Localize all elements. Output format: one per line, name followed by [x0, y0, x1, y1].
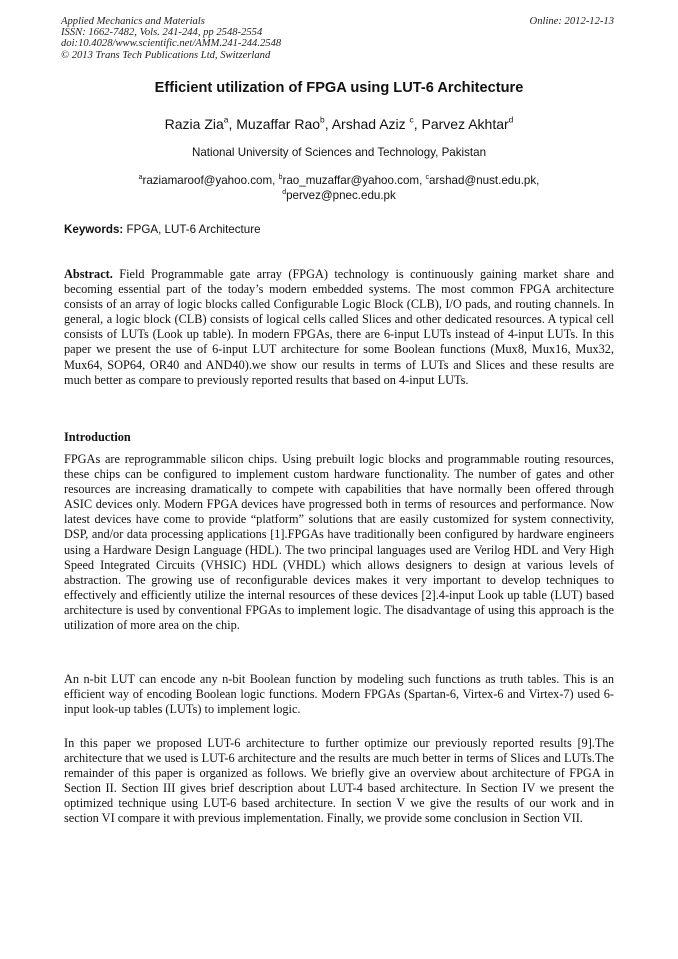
email-line: [0, 188, 678, 203]
author-list: Razia Zia$^a$, Muzaffar Rao$^b$, Arshad Aziz $^c$, Parvez Akhtar$^d$: [164, 114, 514, 132]
email-address[interactable]: pervez@pnec.edu.pk: [286, 189, 396, 202]
paper-title: Efficient utilization of FPGA using LUT-6 Architecture: [154, 80, 524, 96]
email-superscript: a: [138, 173, 143, 181]
email-superscript: b: [278, 173, 283, 181]
doi-line: doi:10.4028/www.scientific.net/AMM.241-244.2548: [61, 38, 282, 50]
email-line: $^a$raziamaroof@yahoo.com, $^b$rao_muzaffar@yahoo.com, $^c$arshad@nust.edu.pk,: [138, 173, 540, 187]
author-emails: [0, 173, 678, 203]
author-superscript: c: [409, 114, 414, 125]
author-superscript: a: [223, 114, 229, 125]
journal-metadata: [61, 16, 281, 61]
email-superscript: d: [282, 188, 287, 196]
email-address[interactable]: raziamaroof@yahoo.com: [142, 174, 273, 187]
abstract-label: Abstract.: [64, 267, 113, 281]
email-address[interactable]: arshad@nust.edu.pk: [429, 174, 537, 187]
intro-paragraph-3: In this paper we proposed LUT-6 architecture to further optimize our previously reported results [9].The architecture that we used is LUT-6 architecture and the results are much better in terms of Slices and LUTs.The remainder of this paper is organized as follows. We briefly give an overview about architecture of FPGA in Section II. Section III gives brief description about LUT-4 based architecture. In Section IV we present the optimized technique using LUT-6 based architecture. In section V we give the results of our work and in section VI compare it with previous implementation. Finally, we provide some conclusion in Section VII.: [64, 736, 614, 826]
keywords-text: FPGA, LUT-6 Architecture: [126, 223, 261, 236]
author-name: Razia Zia: [164, 116, 224, 132]
keywords-label: Keywords:: [64, 223, 124, 236]
email-address[interactable]: rao_muzaffar@yahoo.com: [282, 174, 420, 187]
online-date: Online: 2012-12-13: [529, 16, 614, 27]
section-heading-introduction: Introduction: [64, 430, 131, 444]
abstract-paragraph: [64, 267, 614, 388]
author-name: Arshad Aziz: [331, 116, 406, 132]
copyright-line: © 2013 Trans Tech Publications Ltd, Switzerland: [61, 49, 271, 61]
author-superscript: b: [320, 114, 325, 125]
issn-line: ISSN: 1662-7482, Vols. 241-244, pp 2548-2554: [61, 27, 263, 39]
abstract-text: Field Programmable gate array (FPGA) technology is continuously gaining market share and becoming essential part of the today’s modern embedded systems. The most common FPGA architecture consists of an array of logic blocks called Configurable Logic Block (CLB), I/O pads, and routing channels. In general, a logic block (CLB) consists of logical cells called Slices and other dedicated resources. A typical cell consists of LUTs (Look up table). In modern FPGAs, there are 6-input LUTs instead of 4-input LUTs. In this paper we present the use of 6-input LUT architecture for some Boolean functions (Mux8, Mux16, Mux32, Mux64, SOP64, OR40 and AND40).we show our results in terms of LUTs and Slices and these results are much better as compare to previously reported results that based on 4-input LUTs.: [64, 267, 614, 387]
author-name: Muzaffar Rao: [236, 116, 321, 132]
intro-paragraph-2: An n-bit LUT can encode any n-bit Boolean function by modeling such functions as truth tables. This is an efficient way of encoding Boolean logic functions. Modern FPGAs (Spartan-6, Virtex-6 and Virtex-7) used 6-input look-up tables (LUTs) to implement logic.: [64, 672, 614, 717]
affiliation: National University of Sciences and Technology, Pakistan: [191, 146, 487, 159]
journal-name: Applied Mechanics and Materials: [61, 16, 205, 27]
email-superscript: c: [425, 173, 429, 181]
author-name: Parvez Akhtar: [421, 116, 509, 132]
keywords-line: [64, 223, 261, 237]
author-superscript: d: [508, 114, 514, 125]
intro-paragraph-1: FPGAs are reprogrammable silicon chips. Using prebuilt logic blocks and programmable routing resources, these chips can be configured to implement custom hardware functionality. The number of gates and other resources are increasing dramatically to compete with capabilities that have normally been offered through ASIC devices only. Modern FPGA devices have progressed both in terms of resources and performance. Now latest devices have come to provide “platform” solutions that are easily customized for system connectivity, DSP, and/or data processing applications [1].FPGAs have traditionally been configured by hardware engineers using a Hardware Design Language (HDL). The two principal languages used are Verilog HDL and Very High Speed Integrated Circuits (VHSIC) HDL (VHDL) which allows designers to design at various levels of abstraction. The growing use of reconfigurable devices makes it very important to develop techniques to effectively and efficiently utilize the internal resources of these devices [2].4-input Look up table (LUT) based architecture is used by conventional FPGAs to implement logic. The disadvantage of using this approach is the utilization of more area on the chip.: [64, 452, 614, 633]
